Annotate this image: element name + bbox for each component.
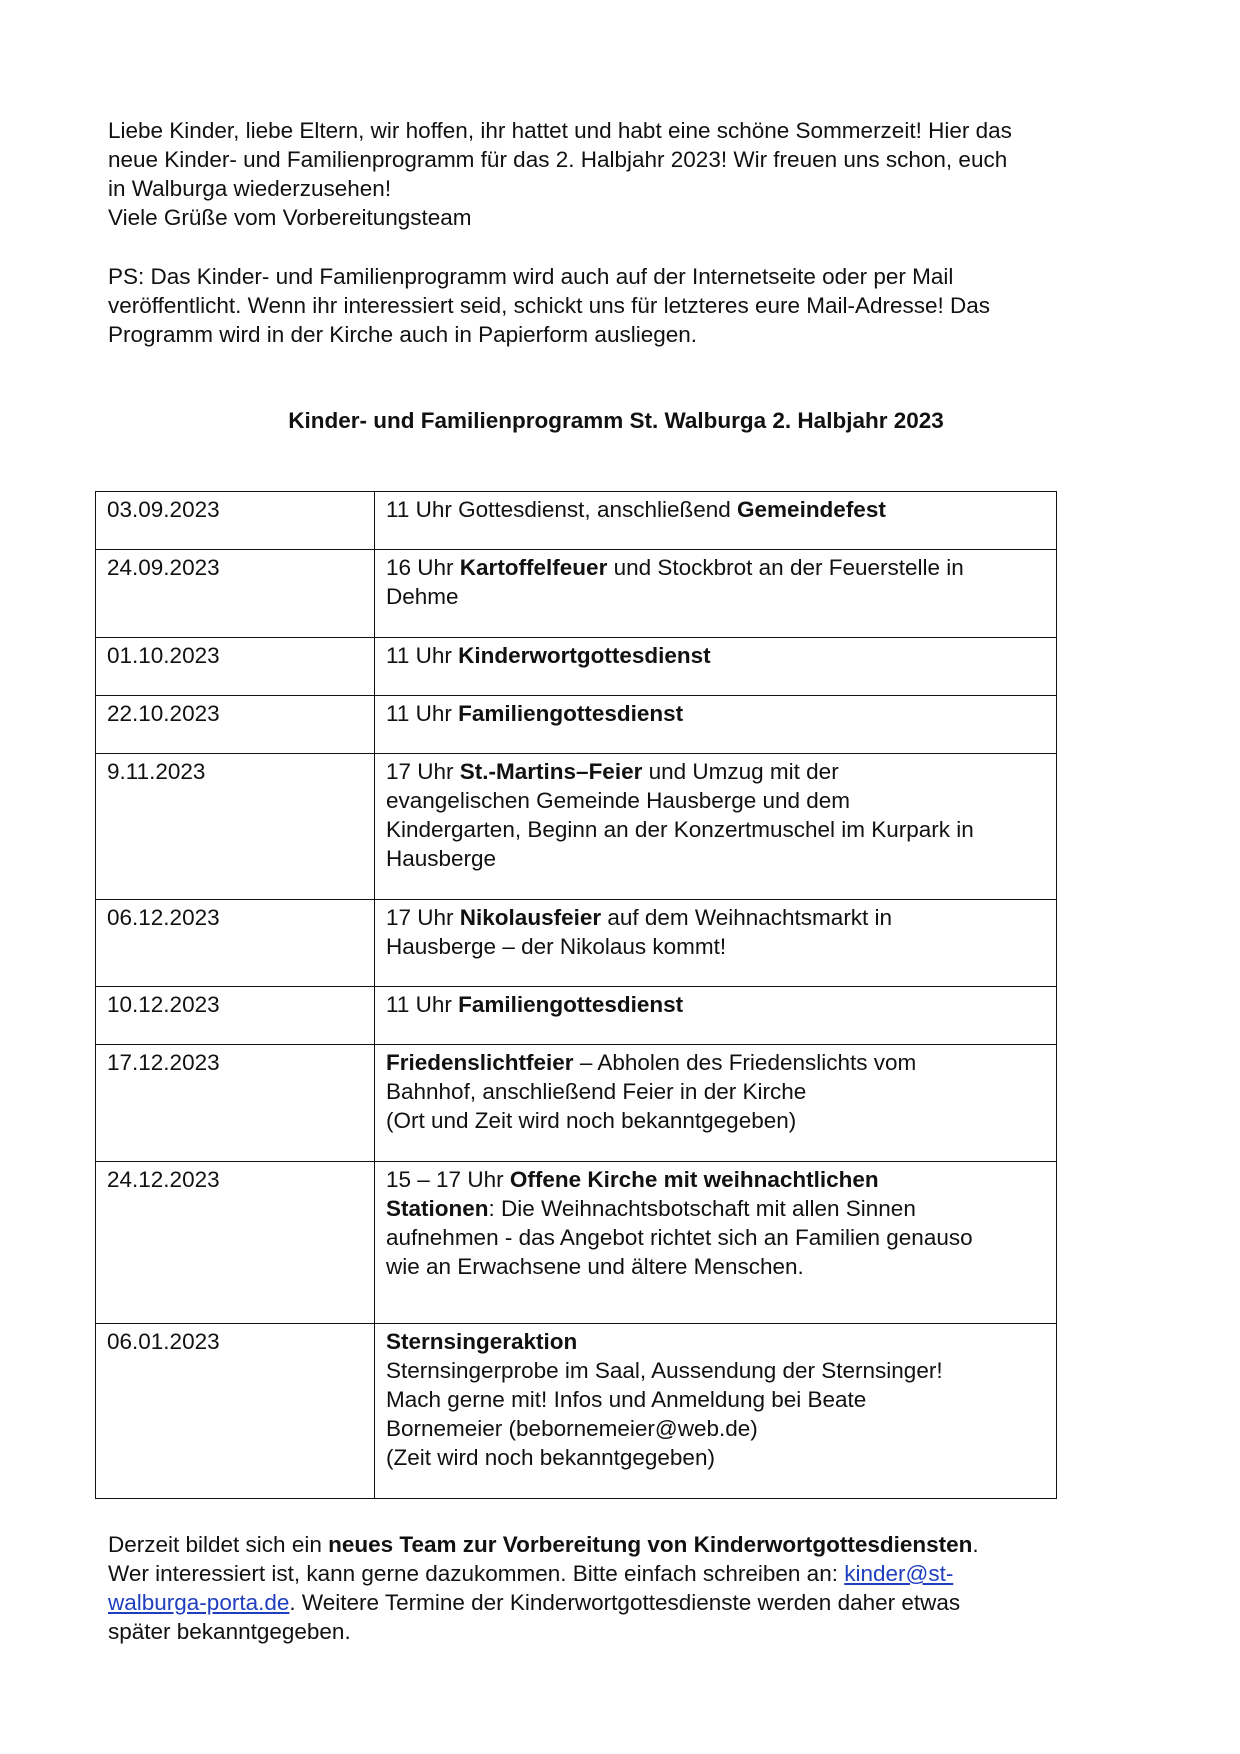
event-line: 11 Uhr Familiengottesdienst [386,992,684,1017]
event-line: Sternsingeraktion [386,1329,578,1354]
event-line: aufnehmen - das Angebot richtet sich an Familien genauso [386,1225,973,1250]
event-date: 22.10.2023 [96,696,375,754]
event-line: Kindergarten, Beginn an der Konzertmuschel im Kurpark in [386,817,974,842]
schedule-row [96,1324,1057,1499]
schedule-row [96,900,1057,987]
event-line: 11 Uhr Gottesdienst, anschließend Gemeindefest [386,497,886,522]
schedule-row [96,550,1057,638]
event-description [375,550,1057,638]
email-link-continued[interactable]: walburga-porta.de [108,1590,290,1615]
event-line: Hausberge – der Nikolaus kommt! [386,934,727,959]
event-date: 10.12.2023 [96,987,375,1045]
intro-line: Liebe Kinder, liebe Eltern, wir hoffen, ihr hattet und habt eine schöne Sommerzeit! Hier das [108,118,1012,143]
event-line: (Zeit wird noch bekanntgegeben) [386,1445,715,1470]
event-date: 06.01.2023 [96,1324,375,1499]
event-description [375,900,1057,987]
schedule-row [96,987,1057,1045]
event-line: 11 Uhr Familiengottesdienst [386,701,684,726]
event-line: Mach gerne mit! Infos und Anmeldung bei Beate [386,1387,867,1412]
intro-line: neue Kinder- und Familienprogramm für das 2. Halbjahr 2023! Wir freuen uns schon, euch [108,147,1008,172]
event-date: 24.09.2023 [96,550,375,638]
event-date: 24.12.2023 [96,1162,375,1324]
intro-paragraph [108,116,1138,232]
event-line: 17 Uhr Nikolausfeier auf dem Weihnachtsmarkt in [386,905,893,930]
outro-line-2: Wer interessiert ist, kann gerne dazukommen. Bitte einfach schreiben an: kinder@st- [108,1561,954,1586]
event-description [375,492,1057,550]
event-line: 15 – 17 Uhr Offene Kirche mit weihnachtlichen [386,1167,879,1192]
event-line: evangelischen Gemeinde Hausberge und dem [386,788,851,813]
event-description [375,1045,1057,1162]
event-line: Bahnhof, anschließend Feier in der Kirche [386,1079,807,1104]
schedule-row [96,492,1057,550]
ps-line: veröffentlicht. Wenn ihr interessiert seid, schickt uns für letzteres eure Mail-Adresse! Das [108,293,991,318]
program-title: Kinder- und Familienprogramm St. Walburga 2. Halbjahr 2023 [288,408,944,433]
email-link[interactable]: kinder@st- [844,1561,954,1586]
schedule-row [96,696,1057,754]
event-description [375,638,1057,696]
event-date: 01.10.2023 [96,638,375,696]
event-description [375,1162,1057,1324]
schedule-row [96,638,1057,696]
schedule-row [96,754,1057,900]
event-description [375,696,1057,754]
ps-line: Programm wird in der Kirche auch in Papierform ausliegen. [108,322,698,347]
event-description [375,754,1057,900]
outro-line-3: walburga-porta.de. Weitere Termine der Kinderwortgottesdienste werden daher etwas [108,1590,961,1615]
schedule-row [96,1045,1057,1162]
event-date: 06.12.2023 [96,900,375,987]
ps-line: PS: Das Kinder- und Familienprogramm wird auch auf der Internetseite oder per Mail [108,264,954,289]
event-line: wie an Erwachsene und ältere Menschen. [386,1254,804,1279]
event-date: 03.09.2023 [96,492,375,550]
event-line: 17 Uhr St.-Martins–Feier und Umzug mit der [386,759,839,784]
event-line: Hausberge [386,846,497,871]
schedule-table [95,491,1057,1499]
event-date: 17.12.2023 [96,1045,375,1162]
event-line: 11 Uhr Kinderwortgottesdienst [386,643,711,668]
event-line: Sternsingerprobe im Saal, Aussendung der Sternsinger! [386,1358,943,1383]
event-line: Stationen: Die Weihnachtsbotschaft mit allen Sinnen [386,1196,916,1221]
outro-line-1: Derzeit bildet sich ein neues Team zur Vorbereitung von Kinderwortgottesdiensten. [108,1532,979,1557]
ps-paragraph [108,262,1138,349]
outro-line-4: später bekanntgegeben. [108,1619,351,1644]
schedule-row [96,1162,1057,1324]
outro-paragraph [108,1530,1148,1646]
event-line: Dehme [386,584,459,609]
intro-line: in Walburga wiederzusehen! [108,176,392,201]
event-date: 9.11.2023 [96,754,375,900]
event-description [375,987,1057,1045]
event-line: Bornemeier (bebornemeier@web.de) [386,1416,758,1441]
event-line: 16 Uhr Kartoffelfeuer und Stockbrot an der Feuerstelle in [386,555,964,580]
event-line: Friedenslichtfeier – Abholen des Friedenslichts vom [386,1050,917,1075]
event-description [375,1324,1057,1499]
intro-line: Viele Grüße vom Vorbereitungsteam [108,205,472,230]
event-line: (Ort und Zeit wird noch bekanntgegeben) [386,1108,797,1133]
